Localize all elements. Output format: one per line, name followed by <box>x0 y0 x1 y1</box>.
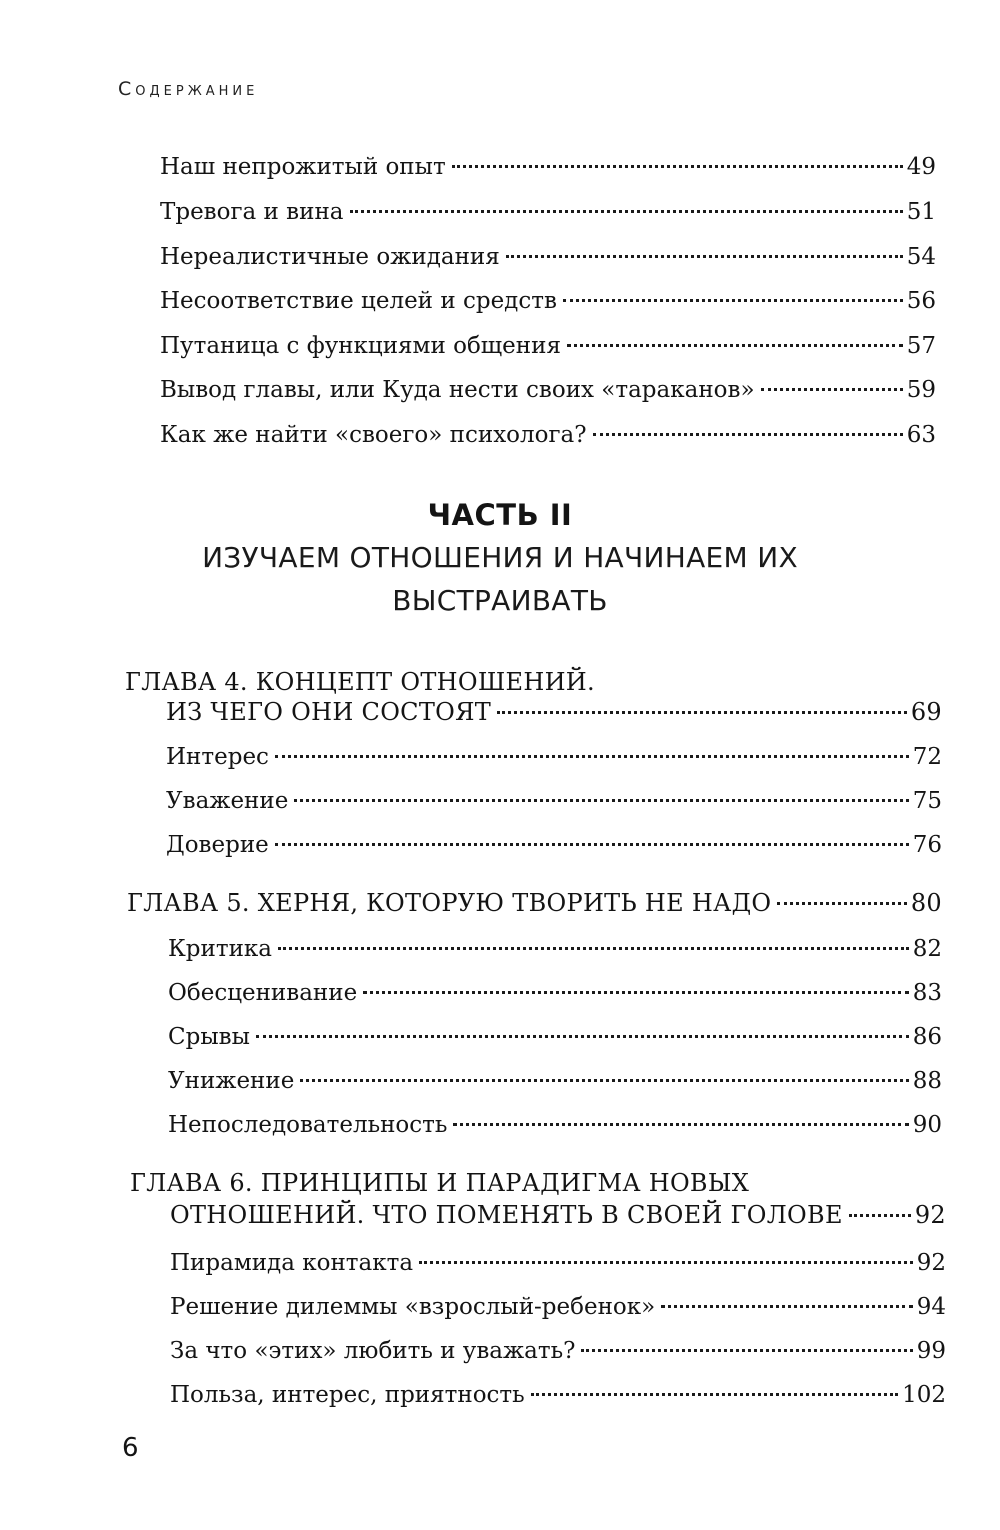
toc-entry-label: За что «этих» любить и уважать? <box>170 1338 576 1364</box>
toc-entry <box>168 1066 942 1096</box>
leader-dots <box>849 1214 911 1217</box>
part-subtitle-line-2: ВЫСТРАИВАТЬ <box>392 584 608 617</box>
toc-entry-label: Тревога и вина <box>160 199 344 225</box>
toc-entry-page: 88 <box>912 1068 942 1094</box>
leader-dots <box>350 210 903 213</box>
toc-entry <box>166 786 942 816</box>
toc-entry-label: Доверие <box>166 832 269 858</box>
leader-dots <box>497 711 907 714</box>
toc-entry <box>170 1248 946 1278</box>
chapter-6-page: 92 <box>914 1201 946 1229</box>
leader-dots <box>506 255 903 258</box>
toc-entry <box>160 420 936 450</box>
chapter-5-title: ГЛАВА 5. ХЕРНЯ, КОТОРУЮ ТВОРИТЬ НЕ НАДО <box>127 889 772 917</box>
toc-entry-label: Непоследовательность <box>168 1112 448 1138</box>
leader-dots <box>531 1393 898 1396</box>
leader-dots <box>661 1305 912 1308</box>
chapter-4-title-line-1: ГЛАВА 4. КОНЦЕПТ ОТНОШЕНИЙ. <box>125 668 595 696</box>
leader-dots <box>256 1035 909 1038</box>
leader-dots <box>567 344 903 347</box>
leader-dots <box>581 1349 912 1352</box>
toc-entry <box>160 331 936 361</box>
toc-entry <box>166 830 942 860</box>
leader-dots <box>419 1261 913 1264</box>
toc-entry-page: 94 <box>916 1294 946 1320</box>
toc-entry-label: Нереалистичные ожидания <box>160 244 500 270</box>
leader-dots <box>300 1079 908 1082</box>
toc-entry-label: Наш непрожитый опыт <box>160 154 446 180</box>
toc-entry-label: Путаница с функциями общения <box>160 333 561 359</box>
toc-entry <box>168 934 942 964</box>
toc-entry-page: 75 <box>912 788 942 814</box>
toc-entry-page: 56 <box>906 288 936 314</box>
chapter-6-title-line-1: ГЛАВА 6. ПРИНЦИПЫ И ПАРАДИГМА НОВЫХ <box>130 1169 750 1197</box>
toc-entry-page: 99 <box>916 1338 946 1364</box>
chapter-5-page: 80 <box>910 889 942 917</box>
leader-dots <box>363 991 909 994</box>
chapter-4-entry <box>166 697 942 727</box>
chapter-4-page: 69 <box>910 698 942 726</box>
leader-dots <box>278 947 909 950</box>
toc-entry <box>160 375 936 405</box>
toc-entry-page: 72 <box>912 744 942 770</box>
toc-entry <box>166 742 942 772</box>
leader-dots <box>563 299 903 302</box>
leader-dots <box>777 902 906 905</box>
toc-entry-label: Несоответствие целей и средств <box>160 288 557 314</box>
toc-entry-label: Уважение <box>166 788 289 814</box>
leader-dots <box>294 799 908 802</box>
toc-entry <box>160 152 936 182</box>
part-title: ЧАСТЬ II <box>427 498 573 532</box>
toc-entry-page: 90 <box>912 1112 942 1138</box>
toc-entry-label: Польза, интерес, приятность <box>170 1382 525 1408</box>
leader-dots <box>593 433 903 436</box>
page-number: 6 <box>122 1433 139 1463</box>
toc-entry-page: 83 <box>912 980 942 1006</box>
part-subtitle-line-1: ИЗУЧАЕМ ОТНОШЕНИЯ И НАЧИНАЕМ ИХ <box>202 541 798 574</box>
leader-dots <box>761 388 903 391</box>
toc-entry-page: 51 <box>906 199 936 225</box>
leader-dots <box>275 843 909 846</box>
toc-entry <box>170 1380 946 1410</box>
toc-entry <box>168 1022 942 1052</box>
toc-entry-label: Вывод главы, или Куда нести своих «тараканов» <box>160 377 755 403</box>
toc-entry-page: 59 <box>906 377 936 403</box>
toc-entry-label: Пирамида контакта <box>170 1250 414 1276</box>
toc-entry-page: 63 <box>906 422 936 448</box>
toc-entry-label: Критика <box>168 936 272 962</box>
toc-entry <box>170 1336 946 1366</box>
toc-entry-page: 86 <box>912 1024 942 1050</box>
toc-entry-label: Обесценивание <box>168 980 358 1006</box>
toc-entry-page: 54 <box>906 244 936 270</box>
toc-entry-page: 92 <box>916 1250 946 1276</box>
toc-entry <box>160 242 936 272</box>
toc-entry-label: Унижение <box>168 1068 295 1094</box>
toc-entry-label: Решение дилеммы «взрослый-ребенок» <box>170 1294 656 1320</box>
toc-entry-label: Срывы <box>168 1024 250 1050</box>
leader-dots <box>275 755 909 758</box>
toc-entry <box>160 286 936 316</box>
leader-dots <box>452 165 903 168</box>
toc-entry <box>160 197 936 227</box>
running-head: Содержание <box>118 78 259 100</box>
toc-entry <box>168 1110 942 1140</box>
chapter-4-title-line-2: ИЗ ЧЕГО ОНИ СОСТОЯТ <box>166 698 492 726</box>
toc-entry <box>170 1292 946 1322</box>
chapter-5-entry <box>127 888 942 918</box>
leader-dots <box>453 1123 908 1126</box>
toc-entry-page: 82 <box>912 936 942 962</box>
toc-entry <box>168 978 942 1008</box>
toc-entry-page: 49 <box>906 154 936 180</box>
chapter-6-title-line-2: ОТНОШЕНИЙ. ЧТО ПОМЕНЯТЬ В СВОЕЙ ГОЛОВЕ <box>170 1201 843 1229</box>
toc-entry-label: Как же найти «своего» психолога? <box>160 422 587 448</box>
toc-entry-page: 102 <box>902 1382 946 1408</box>
toc-entry-page: 76 <box>912 832 942 858</box>
chapter-6-entry <box>170 1200 946 1230</box>
toc-entry-page: 57 <box>906 333 936 359</box>
toc-entry-label: Интерес <box>166 744 269 770</box>
